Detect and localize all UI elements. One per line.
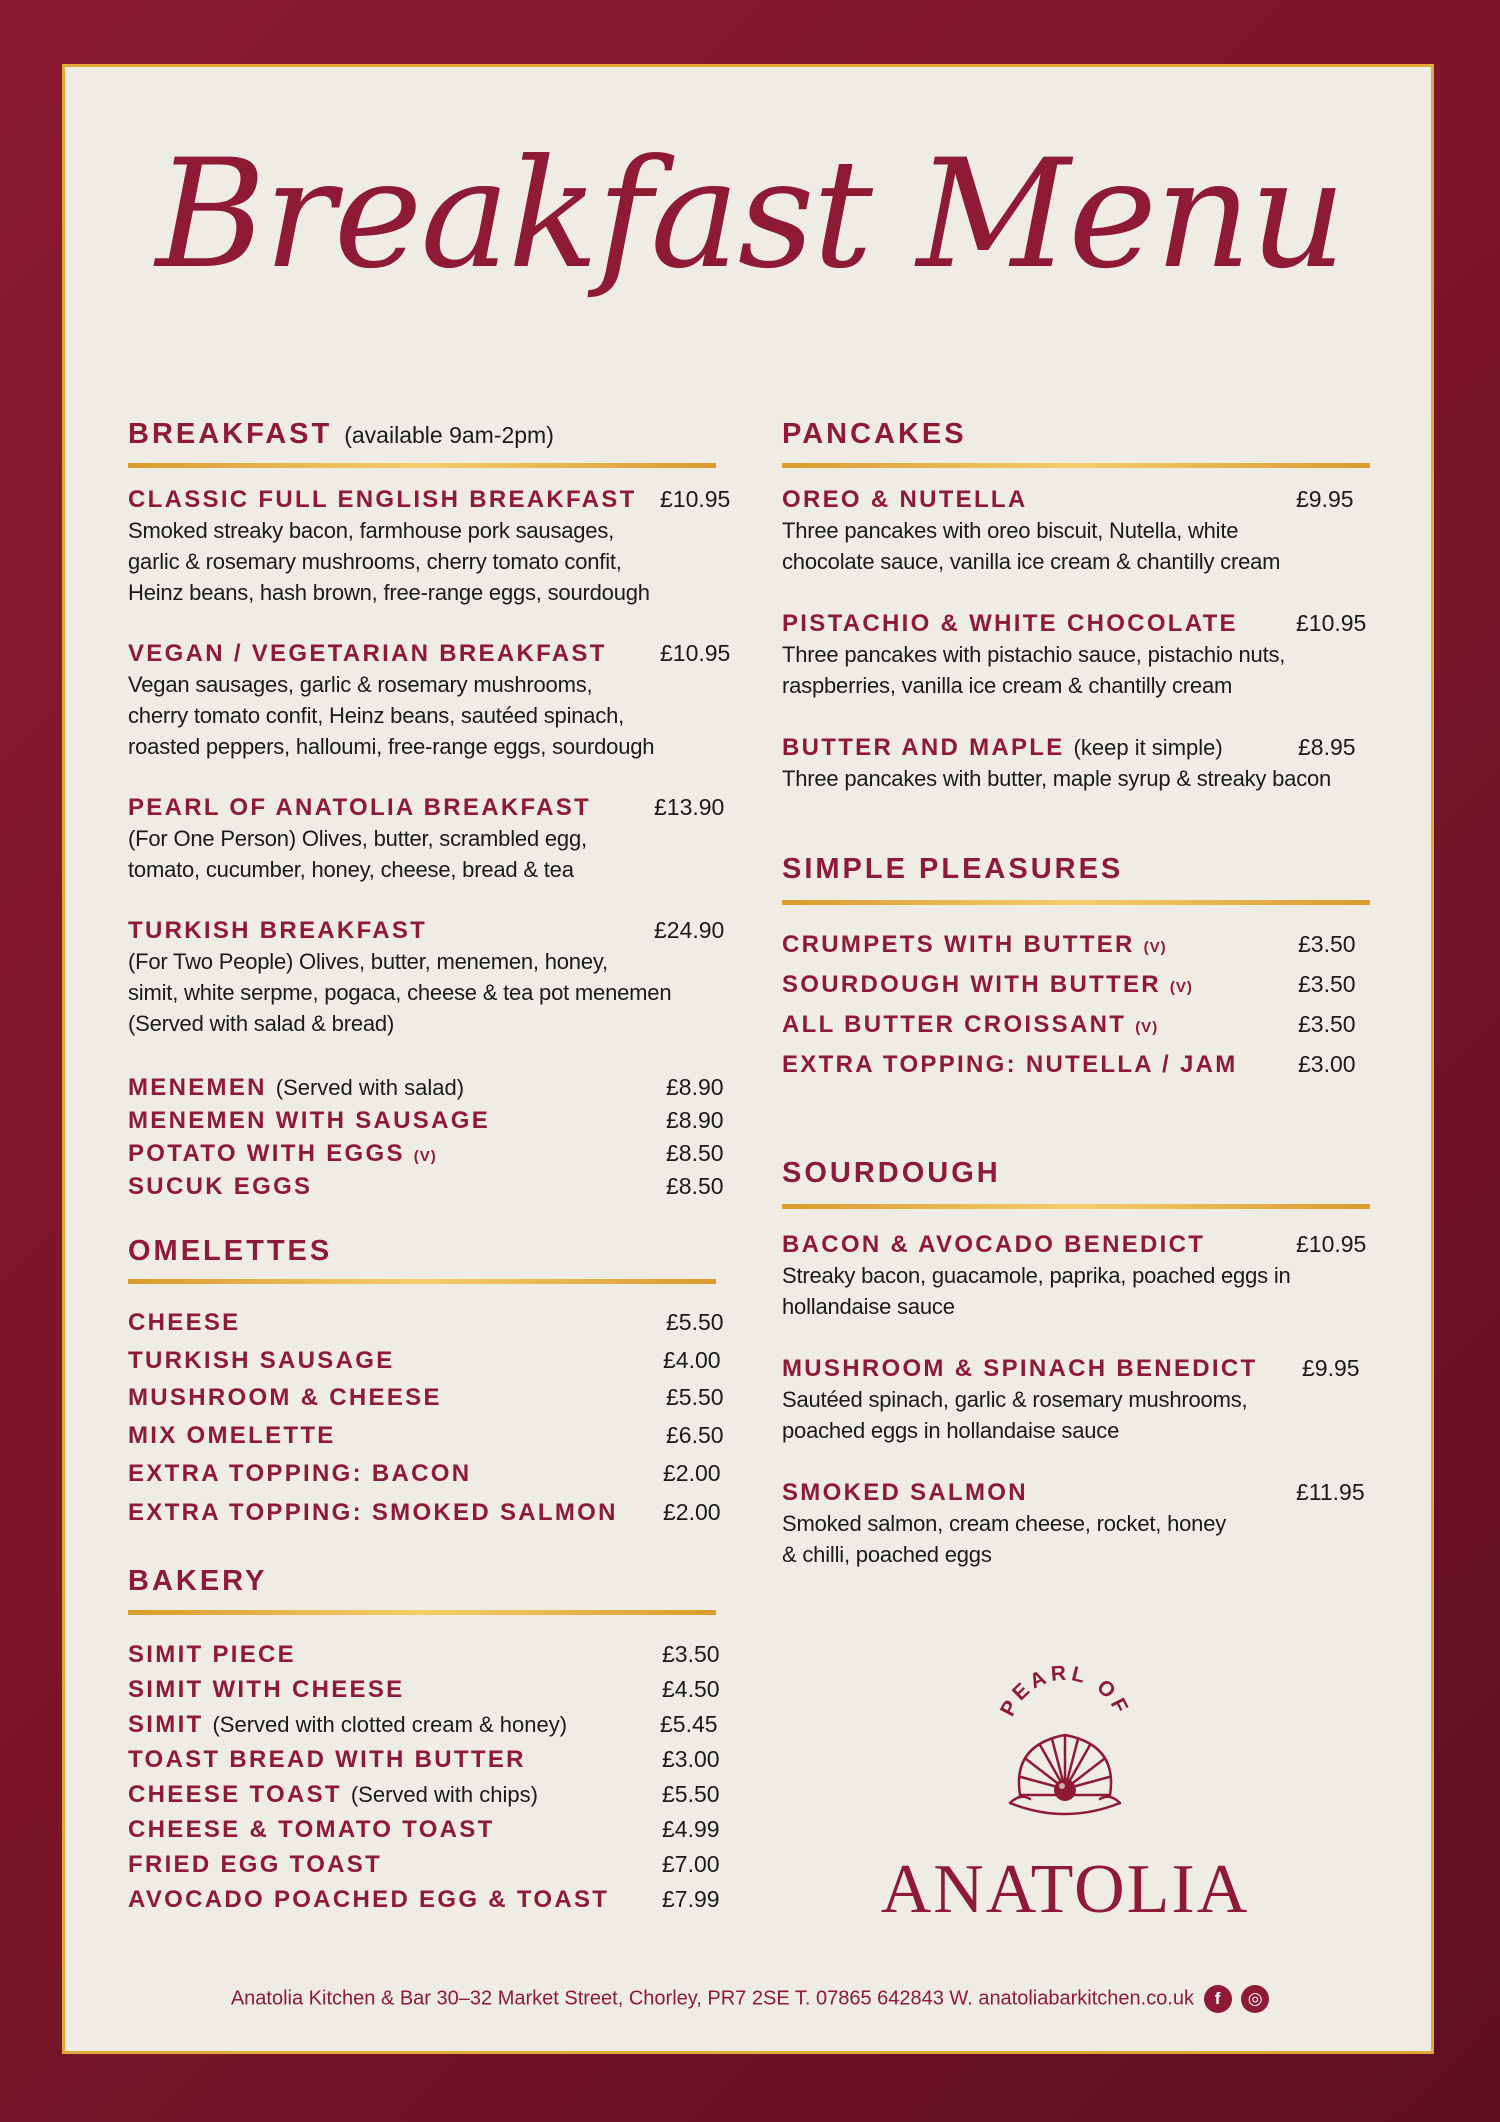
description-line: roasted peppers, halloumi, free-range eggs, sourdough bbox=[128, 734, 655, 759]
menu-item bbox=[128, 484, 730, 608]
item-note: (Served with salad) bbox=[275, 1075, 465, 1100]
pancakes-heading: PANCAKES bbox=[782, 418, 967, 450]
description-line: (For One Person) Olives, butter, scrambled egg, bbox=[128, 826, 587, 851]
item-price: £2.00 bbox=[663, 1460, 721, 1486]
menu-item bbox=[128, 1779, 730, 1810]
item-description bbox=[782, 639, 1374, 701]
menu-item bbox=[782, 969, 1374, 1003]
menu-item bbox=[128, 1072, 730, 1103]
item-price: £10.95 bbox=[1296, 1231, 1367, 1257]
description-line: Vegan sausages, garlic & rosemary mushrooms, bbox=[128, 672, 593, 697]
item-price: £11.95 bbox=[1296, 1479, 1365, 1505]
section-rule bbox=[128, 1279, 716, 1284]
item-name: FRIED EGG TOAST bbox=[128, 1851, 383, 1878]
description-line: tomato, cucumber, honey, cheese, bread & tea bbox=[128, 857, 574, 882]
item-price: £3.50 bbox=[1298, 1011, 1356, 1037]
description-line: chocolate sauce, vanilla ice cream & chantilly cream bbox=[782, 549, 1281, 574]
menu-item bbox=[782, 732, 1374, 794]
footer-address: Anatolia Kitchen & Bar 30–32 Market Street, Chorley, PR7 2SE T. 07865 642843 W. anatoliabarkitchen.co.uk bbox=[230, 1987, 1195, 2010]
menu-item bbox=[128, 1884, 730, 1915]
section-rule bbox=[128, 463, 716, 468]
item-price: £6.50 bbox=[666, 1422, 724, 1448]
item-name: BACON & AVOCADO BENEDICT bbox=[782, 1231, 1206, 1258]
description-line: Three pancakes with butter, maple syrup & streaky bacon bbox=[782, 766, 1332, 791]
description-line: Smoked streaky bacon, farmhouse pork sausages, bbox=[128, 518, 615, 543]
instagram-icon[interactable]: ◎ bbox=[1241, 1985, 1269, 2013]
item-name: MIX OMELETTE bbox=[128, 1422, 336, 1449]
item-name: SIMIT WITH CHEESE bbox=[128, 1676, 405, 1703]
item-name: ALL BUTTER CROISSANT bbox=[782, 1011, 1127, 1038]
menu-item bbox=[128, 1849, 730, 1880]
item-description bbox=[782, 515, 1374, 577]
item-name: CHEESE TOAST bbox=[128, 1781, 342, 1808]
description-line: Heinz beans, hash brown, free-range eggs, sourdough bbox=[128, 580, 650, 605]
breakfast-heading-label: BREAKFAST bbox=[128, 418, 333, 450]
description-line: hollandaise sauce bbox=[782, 1294, 955, 1319]
menu-item bbox=[128, 638, 730, 762]
item-price: £10.95 bbox=[660, 486, 731, 512]
pearl-shell-logo-icon bbox=[860, 1665, 1270, 1845]
section-rule bbox=[128, 1610, 716, 1615]
menu-item bbox=[128, 792, 730, 885]
menu-item bbox=[128, 1639, 730, 1670]
item-price: £8.50 bbox=[666, 1140, 724, 1166]
menu-item bbox=[128, 1420, 730, 1451]
left-column bbox=[128, 0, 730, 2122]
item-description bbox=[128, 669, 730, 762]
item-name: TURKISH SAUSAGE bbox=[128, 1347, 395, 1374]
footer-contact bbox=[0, 1985, 1500, 2013]
item-name: EXTRA TOPPING: SMOKED SALMON bbox=[128, 1499, 618, 1526]
menu-item bbox=[128, 1307, 730, 1338]
item-name: POTATO WITH EGGS bbox=[128, 1140, 405, 1167]
item-name: MENEMEN bbox=[128, 1074, 267, 1101]
facebook-icon[interactable]: f bbox=[1204, 1985, 1232, 2013]
description-line: poached eggs in hollandaise sauce bbox=[782, 1418, 1120, 1443]
item-name: VEGAN / VEGETARIAN BREAKFAST bbox=[128, 640, 607, 667]
item-price: £8.90 bbox=[666, 1074, 724, 1100]
menu-item bbox=[782, 608, 1374, 701]
menu-item bbox=[128, 1709, 730, 1740]
menu-item bbox=[782, 1353, 1374, 1446]
menu-item bbox=[128, 1744, 730, 1775]
omelettes-heading: OMELETTES bbox=[128, 1235, 333, 1267]
item-description bbox=[128, 515, 730, 608]
item-price: £3.50 bbox=[662, 1641, 720, 1667]
svg-text:PEARL OF bbox=[996, 1665, 1134, 1720]
vegetarian-mark: (V) bbox=[413, 1148, 437, 1165]
item-name: PEARL OF ANATOLIA BREAKFAST bbox=[128, 794, 591, 821]
item-price: £5.50 bbox=[666, 1384, 724, 1410]
menu-item bbox=[128, 1138, 730, 1172]
menu-item bbox=[128, 1345, 730, 1376]
section-rule bbox=[782, 1204, 1370, 1209]
menu-item bbox=[782, 1049, 1374, 1080]
bakery-heading: BAKERY bbox=[128, 1565, 268, 1597]
item-price: £24.90 bbox=[654, 917, 725, 943]
restaurant-logo bbox=[860, 1665, 1270, 1928]
description-line: raspberries, vanilla ice cream & chantilly cream bbox=[782, 673, 1233, 698]
item-name: SOURDOUGH WITH BUTTER bbox=[782, 971, 1161, 998]
page-title: Breakfast Menu bbox=[155, 128, 1345, 302]
item-price: £8.50 bbox=[666, 1173, 724, 1199]
item-name: TURKISH BREAKFAST bbox=[128, 917, 428, 944]
item-name: SMOKED SALMON bbox=[782, 1479, 1028, 1506]
description-line: (For Two People) Olives, butter, menemen, honey, bbox=[128, 949, 608, 974]
item-price: £2.00 bbox=[663, 1499, 721, 1525]
vegetarian-mark: (V) bbox=[1135, 1019, 1159, 1036]
item-price: £8.95 bbox=[1298, 734, 1356, 760]
breakfast-availability-note: (available 9am-2pm) bbox=[344, 422, 554, 448]
item-name: MENEMEN WITH SAUSAGE bbox=[128, 1107, 491, 1134]
description-line: & chilli, poached eggs bbox=[782, 1542, 992, 1567]
item-name: EXTRA TOPPING: NUTELLA / JAM bbox=[782, 1051, 1238, 1078]
item-name: EXTRA TOPPING: BACON bbox=[128, 1460, 472, 1487]
description-line: Three pancakes with oreo biscuit, Nutella, white bbox=[782, 518, 1239, 543]
menu-item bbox=[128, 1674, 730, 1705]
vegetarian-mark: (V) bbox=[1169, 979, 1193, 996]
item-price: £5.45 bbox=[660, 1711, 718, 1737]
item-description bbox=[128, 946, 730, 1039]
item-name: TOAST BREAD WITH BUTTER bbox=[128, 1746, 526, 1773]
item-price: £3.00 bbox=[662, 1746, 720, 1772]
description-line: Three pancakes with pistachio sauce, pistachio nuts, bbox=[782, 642, 1286, 667]
item-description bbox=[782, 1384, 1374, 1446]
menu-item bbox=[782, 929, 1374, 963]
item-name: SIMIT bbox=[128, 1711, 204, 1738]
item-price: £4.50 bbox=[662, 1676, 720, 1702]
vegetarian-mark: (V) bbox=[1143, 939, 1167, 956]
description-line: garlic & rosemary mushrooms, cherry tomato confit, bbox=[128, 549, 622, 574]
item-name: OREO & NUTELLA bbox=[782, 486, 1028, 513]
item-name: SIMIT PIECE bbox=[128, 1641, 296, 1668]
logo-wordmark: ANATOLIA bbox=[880, 1851, 1250, 1928]
item-price: £13.90 bbox=[654, 794, 725, 820]
description-line: (Served with salad & bread) bbox=[128, 1011, 395, 1036]
item-price: £9.95 bbox=[1302, 1355, 1360, 1381]
section-rule bbox=[782, 900, 1370, 905]
item-note: (keep it simple) bbox=[1073, 735, 1223, 760]
menu-item bbox=[128, 1382, 730, 1413]
sourdough-heading: SOURDOUGH bbox=[782, 1157, 1001, 1189]
item-price: £5.50 bbox=[662, 1781, 720, 1807]
section-rule bbox=[782, 463, 1370, 468]
item-description bbox=[128, 823, 730, 885]
item-name: MUSHROOM & CHEESE bbox=[128, 1384, 442, 1411]
item-price: £4.00 bbox=[663, 1347, 721, 1373]
menu-item bbox=[128, 1171, 730, 1202]
item-price: £5.50 bbox=[666, 1309, 724, 1335]
item-price: £4.99 bbox=[662, 1816, 720, 1842]
menu-item bbox=[128, 1814, 730, 1845]
menu-item bbox=[782, 1477, 1374, 1570]
description-line: Smoked salmon, cream cheese, rocket, honey bbox=[782, 1511, 1227, 1536]
item-name: BUTTER AND MAPLE bbox=[782, 734, 1065, 761]
item-description bbox=[782, 1260, 1374, 1322]
item-price: £8.90 bbox=[666, 1107, 724, 1133]
item-description bbox=[782, 1508, 1374, 1570]
simple-pleasures-heading: SIMPLE PLEASURES bbox=[782, 853, 1124, 885]
item-name: SUCUK EGGS bbox=[128, 1173, 313, 1200]
item-price: £7.99 bbox=[662, 1886, 720, 1912]
description-line: simit, white serpme, pogaca, cheese & tea pot menemen bbox=[128, 980, 672, 1005]
item-price: £10.95 bbox=[1296, 610, 1367, 636]
item-price: £10.95 bbox=[660, 640, 731, 666]
description-line: cherry tomato confit, Heinz beans, sautéed spinach, bbox=[128, 703, 625, 728]
description-line: Streaky bacon, guacamole, paprika, poached eggs in bbox=[782, 1263, 1291, 1288]
menu-item bbox=[782, 1229, 1374, 1322]
menu-item bbox=[128, 1458, 730, 1489]
item-price: £9.95 bbox=[1296, 486, 1354, 512]
item-description bbox=[782, 763, 1374, 794]
menu-item bbox=[782, 1009, 1374, 1043]
item-note: (Served with clotted cream & honey) bbox=[212, 1712, 568, 1737]
menu-item bbox=[128, 1105, 730, 1136]
logo-arc-text: PEARL OF bbox=[996, 1665, 1134, 1720]
item-name: CRUMPETS WITH BUTTER bbox=[782, 931, 1135, 958]
menu-item bbox=[782, 484, 1374, 577]
item-name: AVOCADO POACHED EGG & TOAST bbox=[128, 1886, 610, 1913]
menu-item bbox=[128, 1497, 730, 1528]
item-name: CLASSIC FULL ENGLISH BREAKFAST bbox=[128, 486, 637, 513]
item-name: CHEESE & TOMATO TOAST bbox=[128, 1816, 495, 1843]
item-price: £3.50 bbox=[1298, 931, 1356, 957]
item-name: MUSHROOM & SPINACH BENEDICT bbox=[782, 1355, 1258, 1382]
item-name: PISTACHIO & WHITE CHOCOLATE bbox=[782, 610, 1238, 637]
menu-item bbox=[128, 915, 730, 1039]
item-price: £3.00 bbox=[1298, 1051, 1356, 1077]
item-name: CHEESE bbox=[128, 1309, 241, 1336]
breakfast-heading bbox=[128, 418, 554, 451]
item-price: £3.50 bbox=[1298, 971, 1356, 997]
item-price: £7.00 bbox=[662, 1851, 720, 1877]
item-note: (Served with chips) bbox=[350, 1782, 538, 1807]
description-line: Sautéed spinach, garlic & rosemary mushrooms, bbox=[782, 1387, 1248, 1412]
